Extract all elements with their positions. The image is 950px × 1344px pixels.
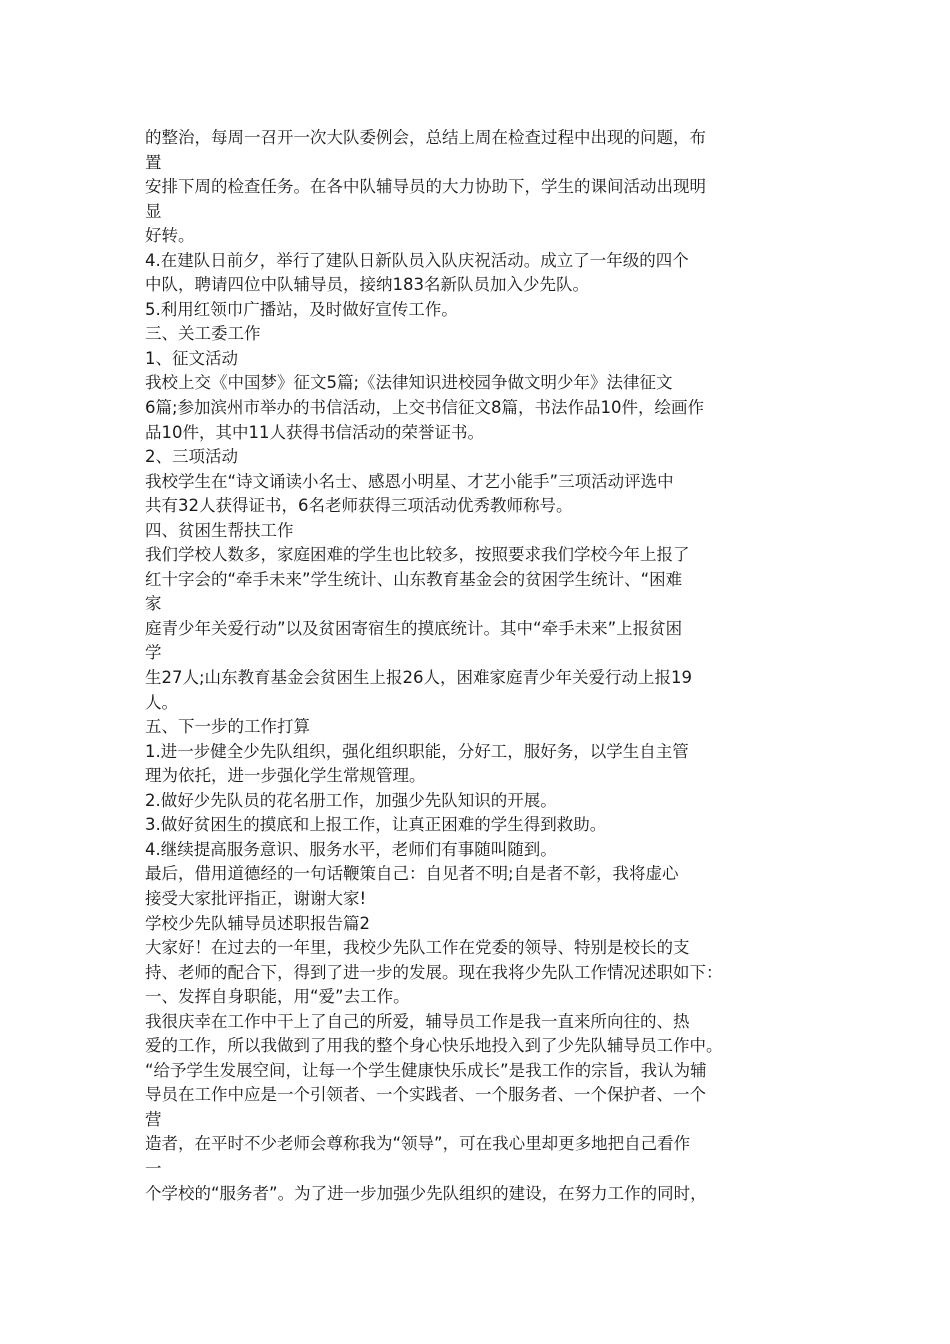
text-line: 生27人;山东教育基金会贫困生上报26人，困难家庭青少年关爱行动上报19	[145, 668, 693, 688]
text-line: 好转。	[145, 226, 195, 246]
text-line: 我校上交《中国梦》征文5篇;《法律知识进校园争做文明少年》法律征文	[145, 373, 673, 393]
text-line: 大家好！在过去的一年里，我校少先队工作在党委的领导、特别是校长的支	[145, 938, 690, 958]
subsection-heading: 1、征文活动	[145, 348, 238, 368]
text-line: 我校学生在“诗文诵读小名士、感恩小明星、才艺小能手”三项活动评选中	[145, 471, 674, 491]
text-line: 2.做好少先队员的花名册工作，加强少先队知识的开展。	[145, 790, 557, 810]
text-line: 安排下周的检查任务。在各中队辅导员的大力协助下，学生的课间活动出现明	[145, 177, 706, 197]
section-heading: 五、下一步的工作打算	[145, 717, 310, 737]
subsection-heading: 2、三项活动	[145, 447, 238, 467]
section-heading: 四、贫困生帮扶工作	[145, 520, 294, 540]
text-line: 导员在工作中应是一个引领者、一个实践者、一个服务者、一个保护者、一个	[145, 1085, 706, 1105]
text-line: 庭青少年关爱行动”以及贫困寄宿生的摸底统计。其中“牵手未来”上报贫困	[145, 618, 683, 638]
text-line: 5.利用红领巾广播站，及时做好宣传工作。	[145, 299, 458, 319]
report-title: 学校少先队辅导员述职报告篇2	[145, 913, 370, 933]
text-line: 红十字会的“牵手未来”学生统计、山东教育基金会的贫困学生统计、“困难	[145, 569, 683, 589]
text-line: 爱的工作，所以我做到了用我的整个身心快乐地投入到了少先队辅导员工作中。	[145, 1036, 723, 1056]
text-line: 最后，借用道德经的一句话鞭策自己：自见者不明;自是者不彰，我将虚心	[145, 864, 679, 884]
text-line: 共有32人获得证书，6名老师获得三项活动优秀教师称号。	[145, 496, 573, 516]
text-line: 6篇;参加滨州市举办的书信活动，上交书信征文8篇，书法作品10件，绘画作	[145, 398, 705, 418]
section-heading: 三、关工委工作	[145, 324, 261, 344]
text-line: 接受大家批评指正，谢谢大家!	[145, 888, 367, 908]
text-line: 个学校的“服务者”。为了进一步加强少先队组织的建设，在努力工作的同时，	[145, 1183, 707, 1203]
text-line: 营	[145, 1109, 162, 1129]
text-line: “给予学生发展空间，让每一个学生健康快乐成长”是我工作的宗旨，我认为辅	[145, 1060, 707, 1080]
text-line: 家	[145, 594, 162, 614]
text-line: 学	[145, 643, 162, 663]
text-line: 1.进一步健全少先队组织，强化组织职能，分好工，服好务，以学生自主管	[145, 741, 689, 761]
text-line: 品10件，其中11人获得书信活动的荣誉证书。	[145, 422, 484, 442]
text-line: 人。	[145, 692, 178, 712]
text-line: 置	[145, 152, 162, 172]
text-line: 3.做好贫困生的摸底和上报工作，让真正困难的学生得到救助。	[145, 815, 607, 835]
text-line: 造者，在平时不少老师会尊称我为“领导”，可在我心里却更多地把自己看作	[145, 1134, 691, 1154]
text-line: 理为依托，进一步强化学生常规管理。	[145, 766, 426, 786]
section-heading: 一、发挥自身职能，用“爱”去工作。	[145, 987, 410, 1007]
text-line: 我们学校人数多，家庭困难的学生也比较多，按照要求我们学校今年上报了	[145, 545, 690, 565]
text-line: 我很庆幸在工作中干上了自己的所爱，辅导员工作是我一直来所向往的、热	[145, 1011, 690, 1031]
text-line: 一	[145, 1158, 162, 1178]
text-line: 持、老师的配合下，得到了进一步的发展。现在我将少先队工作情况述职如下：	[145, 962, 723, 982]
text-line: 中队，聘请四位中队辅导员，接纳183名新队员加入少先队。	[145, 275, 589, 295]
text-line: 的整治，每周一召开一次大队委例会，总结上周在检查过程中出现的问题，布	[145, 128, 706, 147]
text-line: 显	[145, 201, 162, 221]
text-line: 4.在建队日前夕，举行了建队日新队员入队庆祝活动。成立了一年级的四个	[145, 250, 689, 270]
text-line: 4.继续提高服务意识、服务水平，老师们有事随叫随到。	[145, 839, 557, 859]
document-body	[145, 126, 815, 1206]
